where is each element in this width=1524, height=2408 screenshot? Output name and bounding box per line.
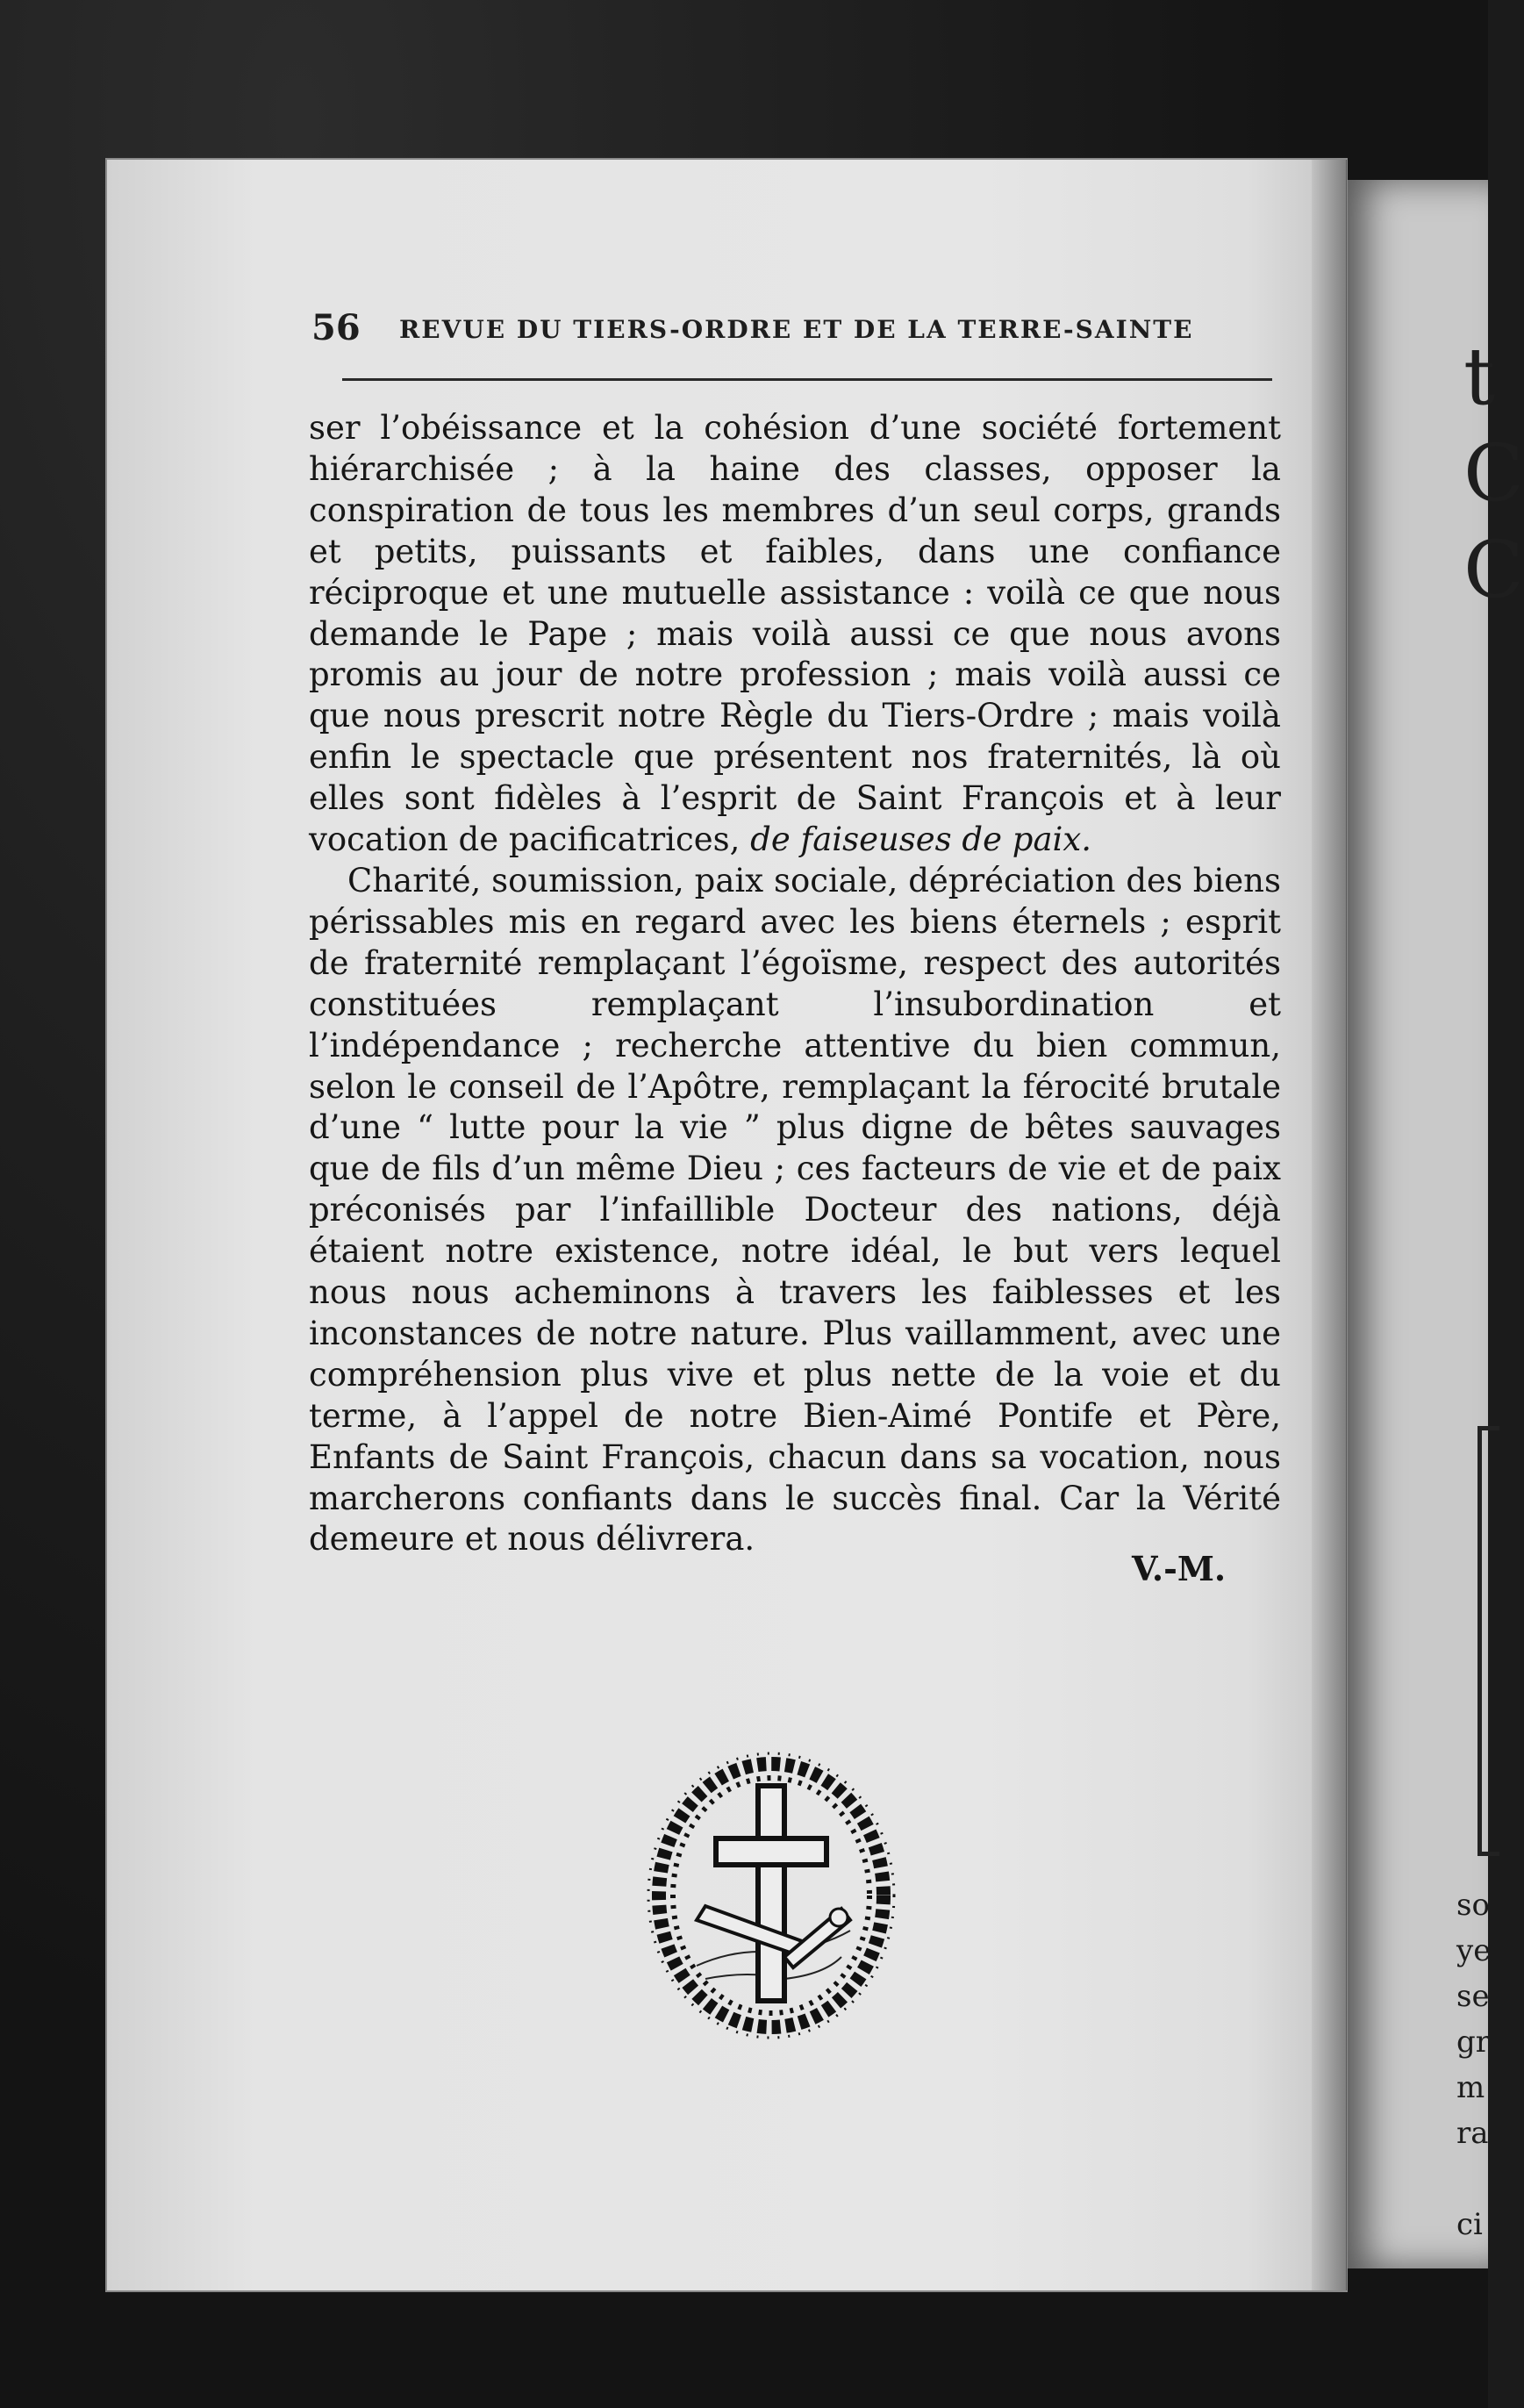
paragraph-1-italic: de faiseuses de paix. bbox=[750, 821, 1091, 859]
page-number: 56 bbox=[311, 307, 361, 348]
running-head: REVUE DU TIERS-ORDRE ET DE LA TERRE-SAINTE bbox=[399, 315, 1194, 344]
author-signature: V.-M. bbox=[1132, 1549, 1227, 1588]
article-body bbox=[309, 408, 1281, 1560]
header-rule bbox=[342, 378, 1272, 381]
facing-page-frame bbox=[1477, 1426, 1499, 1856]
facing-page-text-fragments: so ye se gr m ra ci bbox=[1456, 1888, 1492, 2242]
page-header bbox=[311, 307, 1268, 360]
paragraph-1-text: ser l’obéissance et la cohésion d’une société fortement hiérarchisée ; à la haine des classes, opposer la conspiration de tous les membres d’un seul corps, grands et petits, puissants et faibles, dans une confiance réciproque et une mutuelle assistance : voilà ce que nous demande le Pape ; mais voilà aussi ce que nous avons promis au jour de notre profession ; mais voilà aussi ce que nous prescrit notre Règle du Tiers-Ordre ; mais voilà enfin le spectacle que présentent nos fraternités, là où elles sont fidèles à l’esprit de Saint François et à leur vocation de pacificatrices, bbox=[309, 409, 1281, 859]
facing-page-edge bbox=[1341, 180, 1524, 2268]
paragraph-2: Charité, soumission, paix sociale, dépréciation des biens périssables mis en regard avec les biens éternels ; esprit de fraternité remplaçant l’égoïsme, respect des autorités constituées remplaçant l’insubordination et l’indépendance ; recherche attentive du bien commun, selon le conseil de l’Apôtre, remplaçant la férocité brutale d’une “ lutte pour la vie ” plus digne de bêtes sauvages que de fils d’un même Dieu ; ces facteurs de vie et de paix préconisés par l’infaillible Docteur des nations, déjà étaient notre existence, notre idéal, le but vers lequel nous nous acheminons à travers les faiblesses et les inconstances de notre nature. Plus vaillamment, avec une compréhension plus vive et plus nette de la voie et du terme, à l’appel de notre Bien-Aimé Pontife et Père, Enfants de Saint François, chacun dans sa vocation, nous marcherons confiants dans le succès final. Car la Vérité demeure et nous délivrera. bbox=[309, 861, 1281, 1559]
facing-page-top-fragments: t C C bbox=[1463, 331, 1524, 616]
page-gutter-shadow bbox=[1312, 160, 1347, 2290]
crown-of-thorns-cross-emblem bbox=[635, 1746, 907, 2045]
paragraph-1 bbox=[309, 408, 1281, 861]
